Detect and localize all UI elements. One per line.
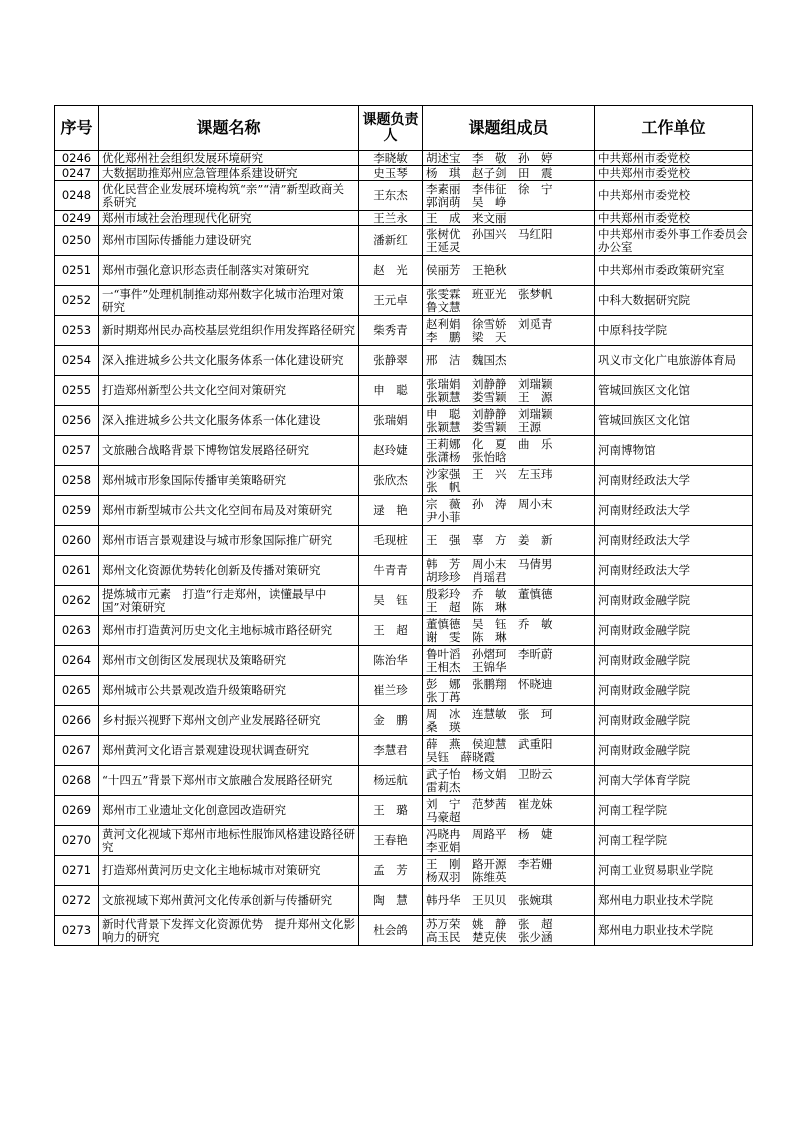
cell-index: 0256 — [55, 406, 99, 436]
cell-leader: 史玉琴 — [359, 166, 423, 181]
cell-members: 韩丹华 王贝贝 张婉琪 — [423, 886, 595, 916]
table-row — [55, 181, 753, 211]
cell-title: 郑州市工业遗址文化创意园改造研究 — [99, 796, 359, 826]
cell-title: 文旅视域下郑州黄河文化传承创新与传播研究 — [99, 886, 359, 916]
cell-members: 薛 燕 侯迎慧 武重阳 吴钰 薛晓霞 — [423, 736, 595, 766]
table-header-row — [55, 106, 753, 151]
cell-title: 文旅融合战略背景下博物馆发展路径研究 — [99, 436, 359, 466]
cell-title: “十四五”背景下郑州市文旅融合发展路径研究 — [99, 766, 359, 796]
cell-unit: 河南工程学院 — [595, 826, 753, 856]
cell-unit: 河南财政金融学院 — [595, 736, 753, 766]
cell-unit: 河南财政金融学院 — [595, 676, 753, 706]
cell-unit: 河南工业贸易职业学院 — [595, 856, 753, 886]
cell-index: 0246 — [55, 151, 99, 166]
cell-members: 侯丽芳 王艳秋 — [423, 256, 595, 286]
cell-leader: 逯 艳 — [359, 496, 423, 526]
cell-leader: 申 聪 — [359, 376, 423, 406]
cell-leader: 王春艳 — [359, 826, 423, 856]
header-title: 课题名称 — [99, 106, 359, 151]
cell-unit: 中原科技学院 — [595, 316, 753, 346]
cell-index: 0261 — [55, 556, 99, 586]
cell-members: 殷彩玲 乔 敏 董慎德 王 超 陈 琳 — [423, 586, 595, 616]
cell-index: 0255 — [55, 376, 99, 406]
cell-leader: 赵 光 — [359, 256, 423, 286]
table-row — [55, 211, 753, 226]
cell-leader: 孟 芳 — [359, 856, 423, 886]
table-row — [55, 496, 753, 526]
table-row — [55, 151, 753, 166]
table-row — [55, 856, 753, 886]
cell-index: 0248 — [55, 181, 99, 211]
cell-title: 郑州市强化意识形态责任制落实对策研究 — [99, 256, 359, 286]
cell-unit: 巩义市文化广电旅游体育局 — [595, 346, 753, 376]
cell-title: 深入推进城乡公共文化服务体系一体化建设 — [99, 406, 359, 436]
cell-members: 张瑞娟 刘静静 刘瑞颖 张颖慧 娄雪颖 王 源 — [423, 376, 595, 406]
cell-unit: 河南财经政法大学 — [595, 556, 753, 586]
cell-members: 冯晓冉 周路平 杨 婕 李亚娟 — [423, 826, 595, 856]
cell-members: 刘 宁 范梦茜 崔龙妹 马豪超 — [423, 796, 595, 826]
cell-unit: 河南财经政法大学 — [595, 496, 753, 526]
cell-unit: 河南财政金融学院 — [595, 706, 753, 736]
cell-leader: 毛现桩 — [359, 526, 423, 556]
cell-members: 杨 琪 赵子剑 田 震 — [423, 166, 595, 181]
cell-leader: 崔兰珍 — [359, 676, 423, 706]
cell-leader: 王东杰 — [359, 181, 423, 211]
table-row — [55, 766, 753, 796]
cell-index: 0250 — [55, 226, 99, 256]
cell-unit: 管城回族区文化馆 — [595, 406, 753, 436]
cell-index: 0258 — [55, 466, 99, 496]
cell-title: 郑州城市公共景观改造升级策略研究 — [99, 676, 359, 706]
cell-title: 郑州市域社会治理现代化研究 — [99, 211, 359, 226]
cell-leader: 潘新红 — [359, 226, 423, 256]
cell-index: 0253 — [55, 316, 99, 346]
cell-leader: 王兰永 — [359, 211, 423, 226]
cell-leader: 王 超 — [359, 616, 423, 646]
cell-members: 张树优 孙国兴 马红阳 王延灵 — [423, 226, 595, 256]
cell-title: 优化民营企业发展环境构筑“亲”“清”新型政商关系研究 — [99, 181, 359, 211]
cell-leader: 王 璐 — [359, 796, 423, 826]
cell-index: 0249 — [55, 211, 99, 226]
cell-unit: 管城回族区文化馆 — [595, 376, 753, 406]
cell-title: 郑州市文创街区发展现状及策略研究 — [99, 646, 359, 676]
cell-members: 李素丽 李伟征 徐 宁 郭润萌 吴 峥 — [423, 181, 595, 211]
cell-unit: 河南财政金融学院 — [595, 616, 753, 646]
cell-title: 大数据助推郑州应急管理体系建设研究 — [99, 166, 359, 181]
cell-unit: 河南大学体育学院 — [595, 766, 753, 796]
cell-title: 郑州城市形象国际传播审美策略研究 — [99, 466, 359, 496]
table-row — [55, 316, 753, 346]
cell-title: 优化郑州社会组织发展环境研究 — [99, 151, 359, 166]
cell-index: 0263 — [55, 616, 99, 646]
table-row — [55, 166, 753, 181]
table-row — [55, 886, 753, 916]
cell-members: 董慎德 吴 钰 乔 敏 谢 雯 陈 琳 — [423, 616, 595, 646]
cell-members: 王 成 来文丽 — [423, 211, 595, 226]
table-row — [55, 646, 753, 676]
cell-members: 周 冰 连慧敏 张 珂 桑 瑛 — [423, 706, 595, 736]
cell-leader: 张静翠 — [359, 346, 423, 376]
cell-unit: 中共郑州市委党校 — [595, 166, 753, 181]
cell-title: 黄河文化视域下郑州市地标性服饰风格建设路径研究 — [99, 826, 359, 856]
cell-index: 0260 — [55, 526, 99, 556]
table-row — [55, 556, 753, 586]
cell-index: 0267 — [55, 736, 99, 766]
table-row — [55, 706, 753, 736]
table-row — [55, 796, 753, 826]
cell-members: 王莉娜 化 夏 曲 乐 张潇杨 张怡晗 — [423, 436, 595, 466]
cell-members: 韩 芳 周小末 马倩男 胡珍珍 肖瑶君 — [423, 556, 595, 586]
header-unit: 工作单位 — [595, 106, 753, 151]
table-row — [55, 376, 753, 406]
cell-title: 新时期郑州民办高校基层党组织作用发挥路径研究 — [99, 316, 359, 346]
cell-leader: 柴秀青 — [359, 316, 423, 346]
cell-leader: 牛青青 — [359, 556, 423, 586]
table-row — [55, 676, 753, 706]
cell-index: 0259 — [55, 496, 99, 526]
cell-leader: 吴 钰 — [359, 586, 423, 616]
cell-title: 一“事件”处理机制推动郑州数字化城市治理对策研究 — [99, 286, 359, 316]
cell-leader: 陶 慧 — [359, 886, 423, 916]
cell-unit: 河南工程学院 — [595, 796, 753, 826]
cell-title: 郑州文化资源优势转化创新及传播对策研究 — [99, 556, 359, 586]
table-row — [55, 406, 753, 436]
cell-leader: 陈治华 — [359, 646, 423, 676]
cell-members: 申 聪 刘静静 刘瑞颖 张颖慧 娄雪颖 王源 — [423, 406, 595, 436]
cell-unit: 郑州电力职业技术学院 — [595, 886, 753, 916]
header-leader: 课题负责人 — [359, 106, 423, 151]
table-row — [55, 616, 753, 646]
cell-members: 邢 洁 魏国杰 — [423, 346, 595, 376]
cell-title: 打造郑州新型公共文化空间对策研究 — [99, 376, 359, 406]
cell-index: 0271 — [55, 856, 99, 886]
cell-unit: 中共郑州市委外事工作委员会办公室 — [595, 226, 753, 256]
cell-members: 苏万荣 姚 静 张 超 高玉民 楚克侠 张少涵 — [423, 916, 595, 946]
cell-index: 0251 — [55, 256, 99, 286]
cell-members: 张雯霖 班亚光 张梦帆 鲁文慧 — [423, 286, 595, 316]
cell-index: 0257 — [55, 436, 99, 466]
cell-unit: 河南财经政法大学 — [595, 466, 753, 496]
table-row — [55, 586, 753, 616]
cell-title: 郑州黄河文化语言景观建设现状调查研究 — [99, 736, 359, 766]
cell-title: 郑州市语言景观建设与城市形象国际推广研究 — [99, 526, 359, 556]
cell-unit: 中科大数据研究院 — [595, 286, 753, 316]
cell-title: 打造郑州黄河历史文化主地标城市对策研究 — [99, 856, 359, 886]
cell-unit: 河南博物馆 — [595, 436, 753, 466]
research-topic-table — [54, 105, 753, 946]
cell-leader: 李晓敏 — [359, 151, 423, 166]
table-row — [55, 826, 753, 856]
table-row — [55, 526, 753, 556]
cell-index: 0264 — [55, 646, 99, 676]
cell-leader: 杜会鸽 — [359, 916, 423, 946]
cell-index: 0254 — [55, 346, 99, 376]
cell-title: 郑州市新型城市公共文化空间布局及对策研究 — [99, 496, 359, 526]
cell-members: 鲁叶滔 孙熠珂 李昕蔚 王相杰 王锦华 — [423, 646, 595, 676]
cell-leader: 张瑞娟 — [359, 406, 423, 436]
cell-leader: 杨远航 — [359, 766, 423, 796]
cell-title: 深入推进城乡公共文化服务体系一体化建设研究 — [99, 346, 359, 376]
cell-leader: 金 鹏 — [359, 706, 423, 736]
table-row — [55, 736, 753, 766]
cell-unit: 河南财政金融学院 — [595, 646, 753, 676]
table-row — [55, 466, 753, 496]
table-row — [55, 226, 753, 256]
cell-index: 0266 — [55, 706, 99, 736]
cell-title: 郑州市打造黄河历史文化主地标城市路径研究 — [99, 616, 359, 646]
cell-leader: 张欣杰 — [359, 466, 423, 496]
table-row — [55, 256, 753, 286]
table-row — [55, 286, 753, 316]
cell-unit: 中共郑州市委政策研究室 — [595, 256, 753, 286]
cell-members: 沙家强 王 兴 左玉玮 张 帆 — [423, 466, 595, 496]
cell-members: 武子怡 杨文娟 卫盼云 雷莉杰 — [423, 766, 595, 796]
table-row — [55, 916, 753, 946]
cell-index: 0270 — [55, 826, 99, 856]
cell-members: 宗 薇 孙 涛 周小末 尹小菲 — [423, 496, 595, 526]
cell-members: 赵利娟 徐雪娇 刘觅青 李 鹏 梁 天 — [423, 316, 595, 346]
cell-index: 0268 — [55, 766, 99, 796]
cell-title: 新时代背景下发挥文化资源优势 提升郑州文化影响力的研究 — [99, 916, 359, 946]
cell-members: 王 强 辜 方 姜 新 — [423, 526, 595, 556]
cell-unit: 中共郑州市委党校 — [595, 151, 753, 166]
cell-leader: 王元卓 — [359, 286, 423, 316]
cell-index: 0252 — [55, 286, 99, 316]
cell-leader: 李慧君 — [359, 736, 423, 766]
cell-index: 0247 — [55, 166, 99, 181]
cell-index: 0269 — [55, 796, 99, 826]
cell-members: 胡述宝 李 敬 孙 婷 — [423, 151, 595, 166]
cell-unit: 河南财经政法大学 — [595, 526, 753, 556]
cell-index: 0262 — [55, 586, 99, 616]
cell-unit: 河南财政金融学院 — [595, 586, 753, 616]
cell-unit: 中共郑州市委党校 — [595, 211, 753, 226]
cell-unit: 郑州电力职业技术学院 — [595, 916, 753, 946]
header-index: 序号 — [55, 106, 99, 151]
header-members: 课题组成员 — [423, 106, 595, 151]
cell-title: 提炼城市元素 打造“行走郑州，读懂最早中国”对策研究 — [99, 586, 359, 616]
cell-leader: 赵玲婕 — [359, 436, 423, 466]
cell-unit: 中共郑州市委党校 — [595, 181, 753, 211]
cell-title: 郑州市国际传播能力建设研究 — [99, 226, 359, 256]
cell-index: 0272 — [55, 886, 99, 916]
table-row — [55, 436, 753, 466]
cell-title: 乡村振兴视野下郑州文创产业发展路径研究 — [99, 706, 359, 736]
table-body — [55, 151, 753, 946]
table-row — [55, 346, 753, 376]
cell-index: 0273 — [55, 916, 99, 946]
cell-members: 彭 娜 张鹏翔 怀晓迪 张丁苒 — [423, 676, 595, 706]
cell-index: 0265 — [55, 676, 99, 706]
cell-members: 王 刚 路开源 李若姗 杨双羽 陈维英 — [423, 856, 595, 886]
